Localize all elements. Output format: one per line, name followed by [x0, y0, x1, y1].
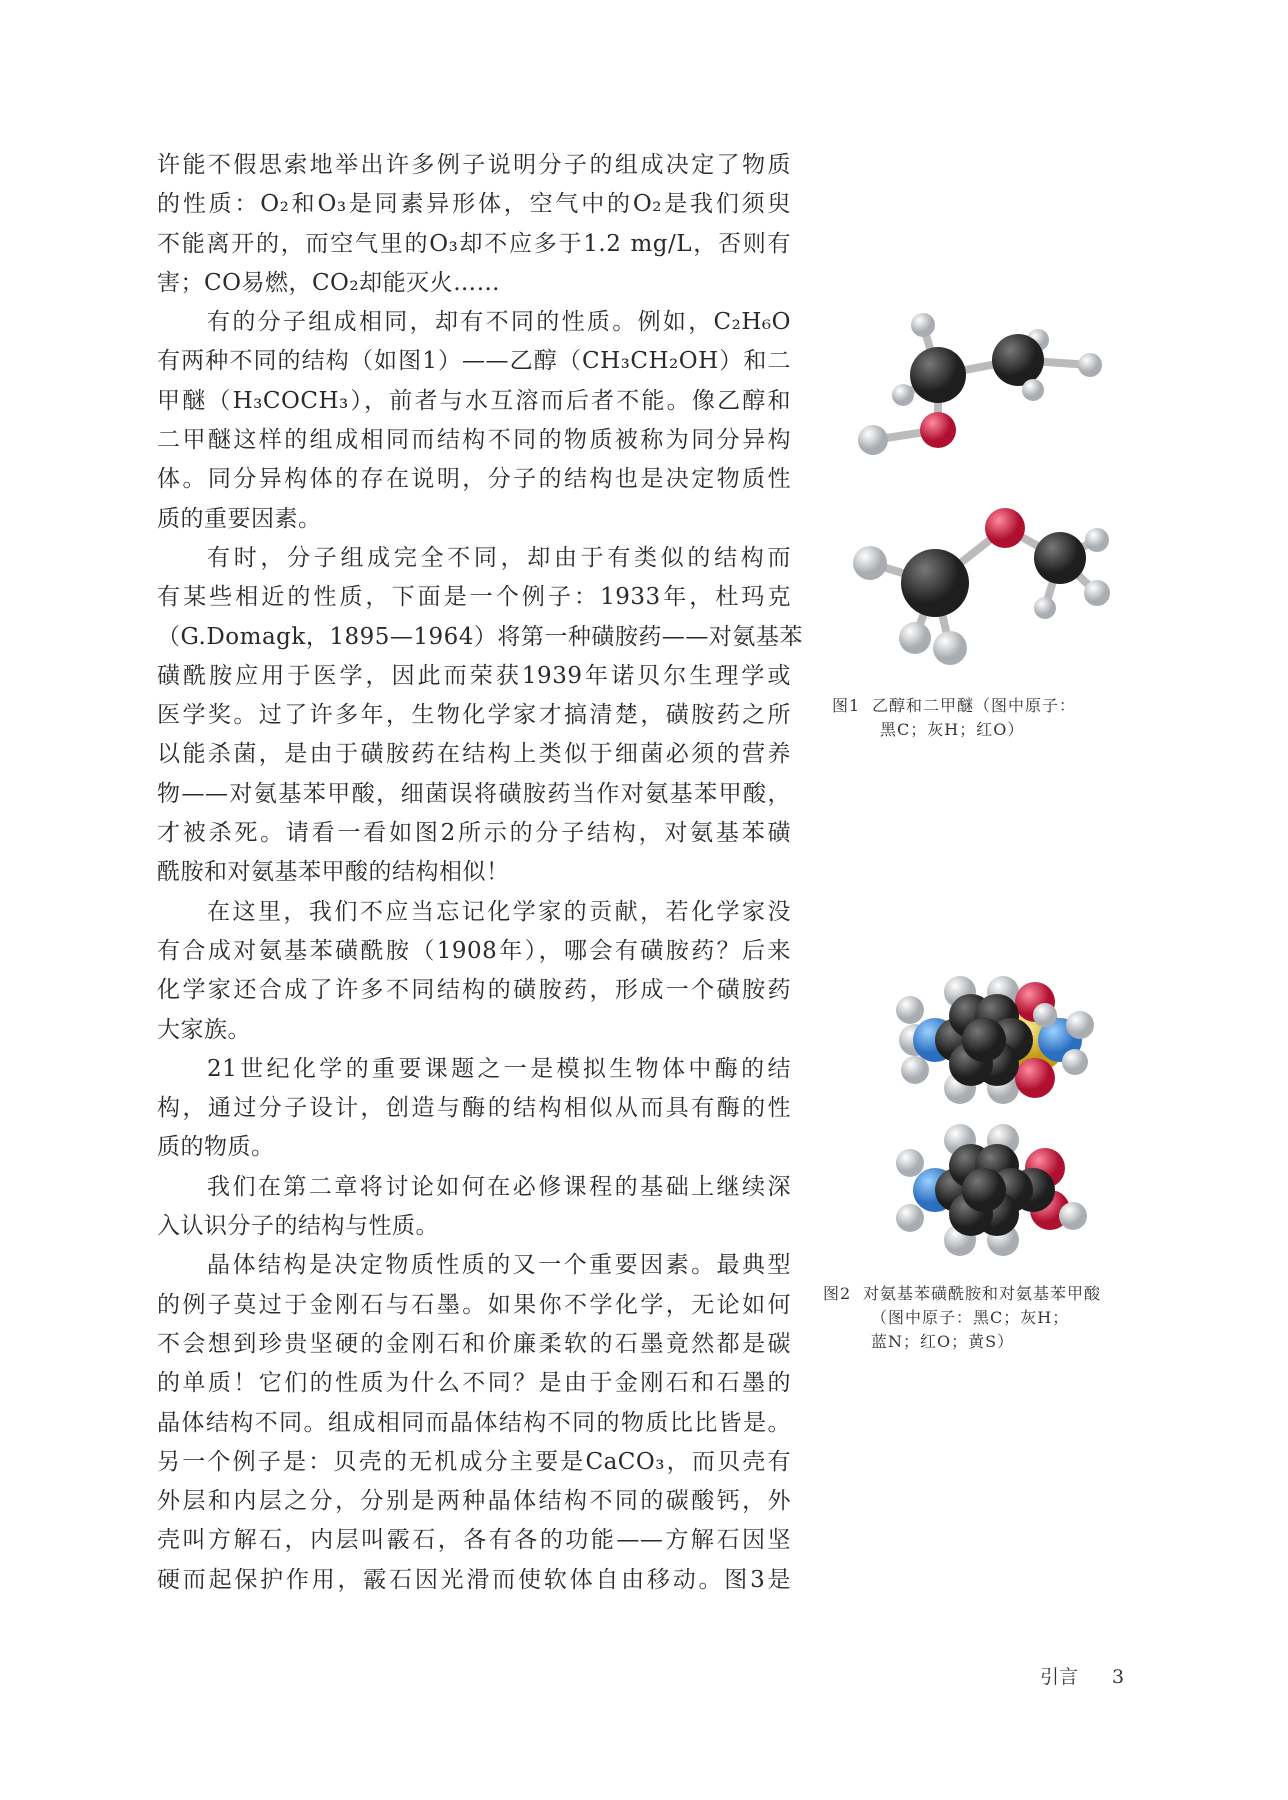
body-text-line: 不会想到珍贵坚硬的金刚石和价廉柔软的石墨竟然都是碳	[157, 1330, 791, 1357]
body-text-line: 入认识分子的结构与性质。	[157, 1213, 439, 1240]
dimethyl-ether-molecule-model	[835, 498, 1125, 668]
body-text-line: 甲醚（H₃COCH₃），前者与水互溶而后者不能。像乙醇和	[157, 387, 791, 414]
ethanol-molecule-model	[838, 305, 1118, 475]
body-text-line: 磺酰胺应用于医学，因此而荣获1939年诺贝尔生理学或	[157, 662, 791, 689]
body-text-line: 酰胺和对氨基苯甲酸的结构相似！	[157, 859, 510, 886]
body-text-line: 质的物质。	[157, 1134, 275, 1161]
body-text-line: 晶体结构是决定物质性质的又一个重要因素。最典型	[207, 1252, 791, 1279]
body-text-line: 有两种不同的结构（如图1）——乙醇（CH₃CH₂OH）和二	[157, 348, 791, 375]
body-text-line: 硬而起保护作用，霰石因光滑而使软体自由移动。图3是	[157, 1566, 791, 1593]
figure1-caption	[832, 694, 1076, 742]
body-text-line: 害；CO易燃，CO₂却能灭火……	[157, 269, 501, 296]
body-text-line: 外层和内层之分，分别是两种晶体结构不同的碳酸钙，外	[157, 1488, 791, 1515]
body-text-line: 我们在第二章将讨论如何在必修课程的基础上继续深	[207, 1173, 791, 1200]
body-text-line: 有合成对氨基苯磺酰胺（1908年），哪会有磺胺药？后来	[157, 937, 791, 964]
body-text-line: 有某些相近的性质，下面是一个例子：1933年，杜玛克	[157, 584, 791, 611]
body-text-line: 化学家还合成了许多不同结构的磺胺药，形成一个磺胺药	[157, 977, 791, 1004]
body-text-line: 在这里，我们不应当忘记化学家的贡献，若化学家没	[207, 898, 791, 925]
body-text-line: 二甲醚这样的组成相同而结构不同的物质被称为同分异构	[157, 427, 791, 454]
sulfanilamide-molecule-model	[885, 970, 1100, 1105]
page-number: 3	[1112, 1666, 1125, 1688]
body-text-line: 21世纪化学的重要课题之一是模拟生物体中酶的结	[207, 1055, 791, 1082]
page-footer	[1040, 1662, 1158, 1689]
body-text-line: 的例子莫过于金刚石与石墨。如果你不学化学，无论如何	[157, 1291, 791, 1318]
body-text-line: 质的重要因素。	[157, 505, 322, 532]
body-text-line: 大家族。	[157, 1016, 251, 1043]
section-name: 引言	[1040, 1666, 1079, 1688]
figure2-number: 图2	[823, 1284, 852, 1303]
body-text-line: 体。同分异构体的存在说明，分子的结构也是决定物质性	[157, 466, 791, 493]
body-text	[157, 146, 803, 1600]
body-text-line: 晶体结构不同。组成相同而晶体结构不同的物质比比皆是。	[157, 1409, 791, 1436]
body-text-line: 才被杀死。请看一看如图2所示的分子结构，对氨基苯磺	[157, 820, 791, 847]
body-text-line: 物——对氨基苯甲酸，细菌误将磺胺药当作对氨基苯甲酸，	[157, 780, 791, 807]
body-text-line: 有时，分子组成完全不同，却由于有类似的结构而	[207, 544, 791, 571]
figure1-caption-line1: 乙醇和二甲醚（图中原子：	[872, 696, 1077, 715]
figure2-caption-line3: 蓝N；红O；黄S）	[871, 1332, 1015, 1351]
body-text-line: 不能离开的，而空气里的O₃却不应多于1.2 mg/L，否则有	[157, 230, 791, 257]
body-text-line: 医学奖。过了许多年，生物化学家才搞清楚，磺胺药之所	[157, 702, 791, 729]
body-text-line: 另一个例子是：贝壳的无机成分主要是CaCO₃，而贝壳有	[157, 1448, 791, 1475]
body-text-line: 的单质！它们的性质为什么不同？是由于金刚石和石墨的	[157, 1370, 791, 1397]
figure1-number: 图1	[832, 696, 861, 715]
p-aminobenzoic-acid-molecule-model	[885, 1118, 1100, 1258]
body-text-line: 构，通过分子设计，创造与酶的结构相似从而具有酶的性	[157, 1095, 791, 1122]
figure2-caption	[823, 1282, 1101, 1354]
figure1-caption-line2: 黑C；灰H；红O）	[880, 720, 1025, 739]
body-text-line: （G.Domagk，1895—1964）将第一种磺胺药——对氨基苯	[157, 623, 803, 650]
body-text-line: 以能杀菌，是由于磺胺药在结构上类似于细菌必须的营养	[157, 741, 791, 768]
body-text-line: 许能不假思索地举出许多例子说明分子的组成决定了物质	[157, 152, 791, 178]
figure2-caption-line2: （图中原子：黑C；灰H；	[871, 1308, 1070, 1327]
body-text-line: 壳叫方解石，内层叫霰石，各有各的功能——方解石因坚	[157, 1527, 791, 1554]
body-text-line: 有的分子组成相同，却有不同的性质。例如，C₂H₆O	[207, 309, 791, 336]
body-text-line: 的性质：O₂和O₃是同素异形体，空气中的O₂是我们须臾	[157, 191, 791, 218]
figure2-caption-line1: 对氨基苯磺酰胺和对氨基苯甲酸	[863, 1284, 1102, 1303]
